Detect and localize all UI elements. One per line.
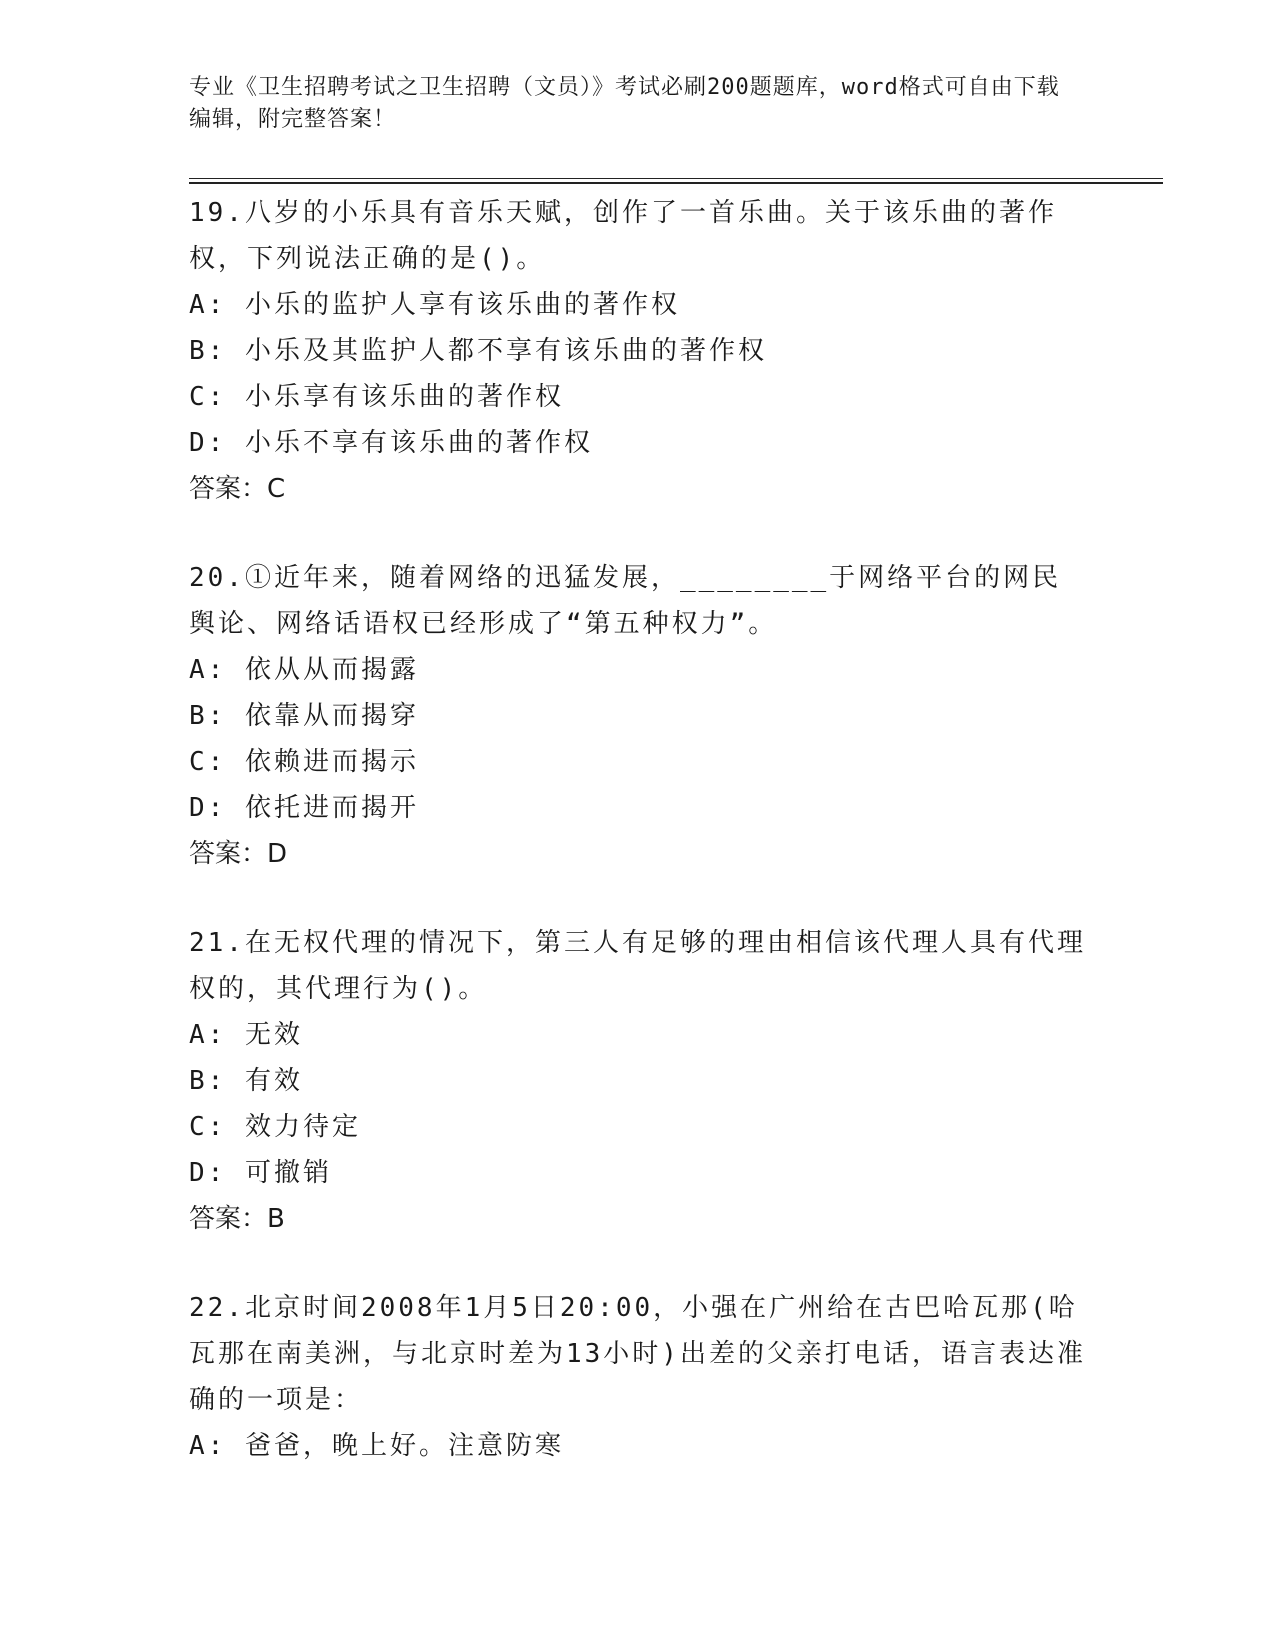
question-stem: 20.①近年来，随着网络的迅猛发展，________于网络平台的网民舆论、网络话语权已经形成了“第五种权力”。 [189,563,1062,639]
option-d: D: 依托进而揭开 [189,793,419,823]
answer-line: 答案：D [189,839,288,869]
header-divider-thin [189,178,1163,179]
option-c: C: 效力待定 [189,1112,361,1142]
option-b: B: 有效 [189,1066,303,1096]
option-d: D: 小乐不享有该乐曲的著作权 [189,428,593,458]
answer-line: 答案：C [189,474,286,504]
question-list [189,190,1089,1512]
option-d: D: 可撤销 [189,1158,332,1188]
question-20 [189,555,1089,877]
option-b: B: 小乐及其监护人都不享有该乐曲的著作权 [189,336,767,366]
question-21 [189,920,1089,1242]
option-c: C: 依赖进而揭示 [189,747,419,777]
question-stem: 21.在无权代理的情况下，第三人有足够的理由相信该代理人具有代理权的，其代理行为()。 [189,928,1086,1004]
option-a: A: 依从从而揭露 [189,655,419,685]
question-stem: 22.北京时间2008年1月5日20:00，小强在广州给在古巴哈瓦那(哈瓦那在南美洲，与北京时差为13小时)出差的父亲打电话，语言表达准确的一项是： [189,1293,1086,1415]
option-c: C: 小乐享有该乐曲的著作权 [189,382,564,412]
header-title: 专业《卫生招聘考试之卫生招聘（文员）》考试必刷200题题库，word格式可自由下载编辑，附完整答案！ [189,75,1060,132]
option-a: A: 小乐的监护人享有该乐曲的著作权 [189,290,680,320]
document-header [189,72,1069,136]
option-b: B: 依靠从而揭穿 [189,701,419,731]
header-divider-thick [189,182,1163,184]
question-19 [189,190,1089,512]
answer-line: 答案：B [189,1204,285,1234]
question-22 [189,1285,1089,1469]
question-stem: 19.八岁的小乐具有音乐天赋，创作了一首乐曲。关于该乐曲的著作权，下列说法正确的是()。 [189,198,1057,274]
option-a: A: 爸爸，晚上好。注意防寒 [189,1431,564,1461]
option-a: A: 无效 [189,1020,303,1050]
